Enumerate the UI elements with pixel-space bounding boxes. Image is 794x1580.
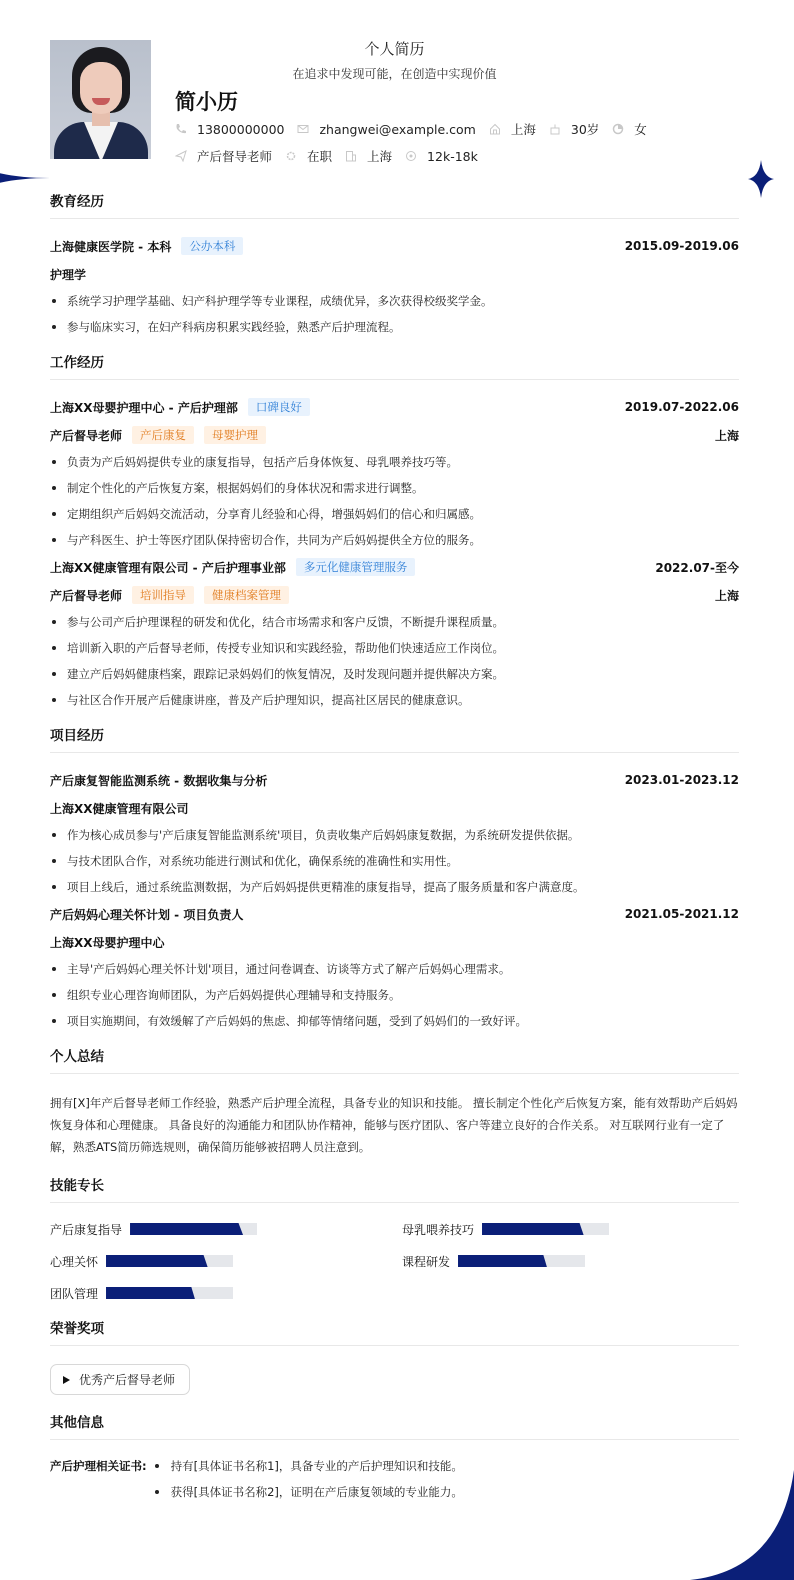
- certificates-list: [151, 1458, 463, 1510]
- role-tag: 培训指导: [132, 586, 194, 604]
- education-entry: [50, 237, 739, 335]
- project-date: 2023.01-2023.12: [624, 773, 739, 787]
- company-tag: 口碑良好: [248, 398, 310, 416]
- skill-bar: [482, 1223, 609, 1235]
- summary-section: [50, 1045, 739, 1158]
- award-item[interactable]: 优秀产后督导老师: [50, 1364, 190, 1395]
- summary-text: 拥有[X]年产后督导老师工作经验，熟悉产后护理全流程，具备专业的知识和技能。 擅长制定个性化产后恢复方案，能有效帮助产后妈妈恢复身体和心理健康。 具备良好的沟通能力和团队协作精神，能够与医疗团队、客户等建立良好的合作关系。 对互联网行业有一定了解，熟悉ATS简历筛选规则，确保简历能够被招聘人员注意到。: [50, 1096, 738, 1154]
- project-entry: [50, 905, 739, 1029]
- page-title: 个人简历: [364, 40, 425, 58]
- section-title-work: 工作经历: [50, 351, 739, 380]
- role-tag: 母婴护理: [204, 426, 266, 444]
- role-tag: 健康档案管理: [204, 586, 289, 604]
- section-title-summary: 个人总结: [50, 1045, 739, 1074]
- skill-item: 课程研发: [402, 1253, 739, 1269]
- work-date: 2022.07-至今: [655, 560, 739, 575]
- phone-icon: [175, 123, 187, 135]
- project-name: 产后康复智能监测系统 - 数据收集与分析: [50, 773, 268, 788]
- list-item: 参与临床实习，在妇产科病房积累实践经验，熟悉产后护理流程。: [50, 319, 739, 335]
- list-item: 制定个性化的产后恢复方案，根据妈妈们的身体状况和需求进行调整。: [50, 480, 739, 496]
- list-item: 系统学习护理学基础、妇产科护理学等专业课程，成绩优异，多次获得校级奖学金。: [50, 293, 739, 309]
- candidate-name: 简小历: [175, 90, 238, 114]
- decorative-sparkle-left: [0, 118, 50, 238]
- play-triangle-icon: [63, 1376, 70, 1384]
- section-title-projects: 项目经历: [50, 724, 739, 753]
- list-item: 持有[具体证书名称1]，具备专业的产后护理知识和技能。: [151, 1458, 463, 1474]
- gender: 女: [612, 120, 647, 138]
- school-tag: 公办本科: [181, 237, 243, 255]
- company-tag: 多元化健康管理服务: [296, 558, 416, 576]
- slogan: 在追求中发现可能，在创造中实现价值: [292, 67, 497, 81]
- skill-item: 心理关怀: [50, 1253, 402, 1269]
- list-item: 负责为产后妈妈提供专业的康复指导，包括产后身体恢复、母乳喂养技巧等。: [50, 454, 739, 470]
- role: 产后督导老师: [50, 588, 123, 603]
- role-tag: 产后康复: [132, 426, 194, 444]
- job-title: 产后督导老师: [175, 147, 272, 165]
- list-item: 培训新入职的产后督导老师，传授专业知识和实践经验，帮助他们快速适应工作岗位。: [50, 640, 739, 656]
- project-org: 上海XX健康管理有限公司: [50, 801, 189, 816]
- contact-row: [175, 120, 660, 138]
- work-location: 上海: [714, 588, 739, 603]
- list-item: 项目上线后，通过系统监测数据，为产后妈妈提供更精准的康复指导，提高了服务质量和客户满意度。: [50, 879, 739, 895]
- school-name: 上海健康医学院 - 本科: [50, 239, 172, 254]
- list-item: 参与公司产后护理课程的研发和优化，结合市场需求和客户反馈，不断提升课程质量。: [50, 614, 739, 630]
- age: 30岁: [549, 120, 599, 138]
- work-section: [50, 351, 739, 708]
- phone: 13800000000: [175, 122, 284, 137]
- gender-icon: [612, 123, 624, 135]
- skill-item: 团队管理: [50, 1285, 402, 1301]
- list-item: 建立产后妈妈健康档案，跟踪记录妈妈们的恢复情况，及时发现问题并提供解决方案。: [50, 666, 739, 682]
- skill-bar: [106, 1287, 233, 1299]
- resume-page: [50, 0, 739, 1526]
- project-bullets: [50, 827, 739, 895]
- skill-item: 产后康复指导: [50, 1221, 402, 1237]
- mail-icon: [297, 123, 309, 135]
- project-entry: [50, 771, 739, 895]
- work-entry: [50, 398, 739, 548]
- certificates-label: 产后护理相关证书:: [50, 1459, 147, 1473]
- list-item: 主导'产后妈妈心理关怀计划'项目，通过问卷调查、访谈等方式了解产后妈妈心理需求。: [50, 961, 739, 977]
- status-icon: [285, 150, 297, 162]
- projects-section: [50, 724, 739, 1029]
- other-section: [50, 1411, 739, 1510]
- company-name: 上海XX健康管理有限公司 - 产后护理事业部: [50, 560, 286, 575]
- salary-icon: [405, 150, 417, 162]
- resume-header: [50, 0, 739, 190]
- work-date: 2019.07-2022.06: [624, 400, 739, 414]
- skills-grid: [50, 1221, 739, 1301]
- project-bullets: [50, 961, 739, 1029]
- project-name: 产后妈妈心理关怀计划 - 项目负责人: [50, 907, 244, 922]
- list-item: 与产科医生、护士等医疗团队保持密切合作，共同为产后妈妈提供全方位的服务。: [50, 532, 739, 548]
- work-bullets: [50, 454, 739, 548]
- project-org: 上海XX母婴护理中心: [50, 935, 165, 950]
- sparkle-star-icon: [748, 160, 774, 198]
- work-location: 上海: [714, 428, 739, 443]
- section-title-awards: 荣誉奖项: [50, 1317, 739, 1346]
- list-item: 定期组织产后妈妈交流活动，分享育儿经验和心得，增强妈妈们的信心和归属感。: [50, 506, 739, 522]
- major: 护理学: [50, 267, 87, 282]
- section-title-other: 其他信息: [50, 1411, 739, 1440]
- skill-bar: [106, 1255, 233, 1267]
- skills-section: [50, 1174, 739, 1301]
- education-bullets: [50, 293, 739, 335]
- expected-salary: 12k-18k: [405, 149, 478, 164]
- list-item: 与社区合作开展产后健康讲座，普及产后护理知识，提高社区居民的健康意识。: [50, 692, 739, 708]
- certificates: [50, 1458, 739, 1510]
- location: 上海: [489, 120, 536, 138]
- list-item: 与技术团队合作，对系统功能进行测试和优化，确保系统的准确性和实用性。: [50, 853, 739, 869]
- list-item: 组织专业心理咨询师团队，为产后妈妈提供心理辅导和支持服务。: [50, 987, 739, 1003]
- work-entry: [50, 558, 739, 708]
- skill-bar: [130, 1223, 257, 1235]
- send-icon: [175, 150, 187, 162]
- employment-status: 在职: [285, 147, 332, 165]
- role: 产后督导老师: [50, 428, 123, 443]
- list-item: 获得[具体证书名称2]，证明在产后康复领域的专业能力。: [151, 1484, 463, 1500]
- job-city: 上海: [345, 147, 392, 165]
- age-icon: [549, 123, 561, 135]
- work-bullets: [50, 614, 739, 708]
- list-item: 项目实施期间，有效缓解了产后妈妈的焦虑、抑郁等情绪问题，受到了妈妈们的一致好评。: [50, 1013, 739, 1029]
- job-intent-row: [175, 147, 491, 165]
- section-title-education: 教育经历: [50, 190, 739, 219]
- skill-item: 母乳喂养技巧: [402, 1221, 739, 1237]
- awards-section: [50, 1317, 739, 1395]
- company-name: 上海XX母婴护理中心 - 产后护理部: [50, 400, 238, 415]
- education-section: [50, 190, 739, 335]
- skill-bar: [458, 1255, 585, 1267]
- project-date: 2021.05-2021.12: [624, 907, 739, 921]
- list-item: 作为核心成员参与'产后康复智能监测系统'项目，负责收集产后妈妈康复数据，为系统研发提供依据。: [50, 827, 739, 843]
- building-icon: [345, 150, 357, 162]
- email: zhangwei@example.com: [297, 122, 475, 137]
- section-title-skills: 技能专长: [50, 1174, 739, 1203]
- education-date: 2015.09-2019.06: [624, 239, 739, 253]
- home-icon: [489, 123, 501, 135]
